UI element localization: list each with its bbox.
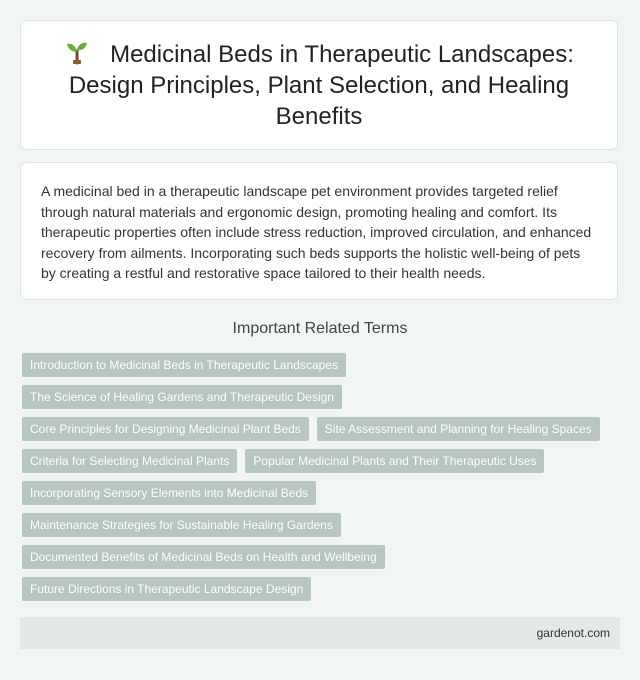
term-tag[interactable]: Documented Benefits of Medicinal Beds on Health and Wellbeing	[22, 545, 385, 569]
terms-list	[22, 353, 622, 609]
page-title	[49, 39, 589, 132]
terms-row	[22, 385, 622, 409]
summary-text: A medicinal bed in a therapeutic landscape pet environment provides targeted relief through natural materials and ergonomic design, promoting healing and comfort. Its therapeutic properties often include stress reduction, improved circulation, and enhanced recovery from ailments. Incorporating such beds supports the holistic well-being of pets by creating a restful and restorative space tailored to their health needs.	[41, 183, 592, 281]
term-tag[interactable]: Site Assessment and Planning for Healing Spaces	[317, 417, 600, 441]
terms-row	[22, 417, 622, 441]
title-card	[20, 20, 618, 150]
term-tag[interactable]: Criteria for Selecting Medicinal Plants	[22, 449, 237, 473]
footer-site-link[interactable]: gardenot.com	[536, 626, 610, 640]
terms-heading: Important Related Terms	[232, 320, 408, 337]
term-tag[interactable]: Maintenance Strategies for Sustainable Healing Gardens	[22, 513, 341, 537]
terms-row	[22, 577, 622, 601]
summary-card	[20, 162, 618, 300]
footer	[20, 617, 620, 649]
terms-row	[22, 513, 622, 537]
terms-row	[22, 545, 622, 569]
term-tag[interactable]: Future Directions in Therapeutic Landscape Design	[22, 577, 311, 601]
term-tag[interactable]: Introduction to Medicinal Beds in Therapeutic Landscapes	[22, 353, 346, 377]
terms-row	[22, 481, 622, 505]
page-title-text: Medicinal Beds in Therapeutic Landscapes: Design Principles, Plant Selection, and Healing Benefits	[68, 40, 574, 130]
term-tag[interactable]: The Science of Healing Gardens and Therapeutic Design	[22, 385, 342, 409]
terms-row	[22, 449, 622, 473]
term-tag[interactable]: Core Principles for Designing Medicinal Plant Beds	[22, 417, 309, 441]
term-tag[interactable]: Incorporating Sensory Elements into Medicinal Beds	[22, 481, 316, 505]
terms-row	[22, 353, 622, 377]
term-tag[interactable]: Popular Medicinal Plants and Their Therapeutic Uses	[245, 449, 544, 473]
sprout-icon	[64, 39, 90, 65]
